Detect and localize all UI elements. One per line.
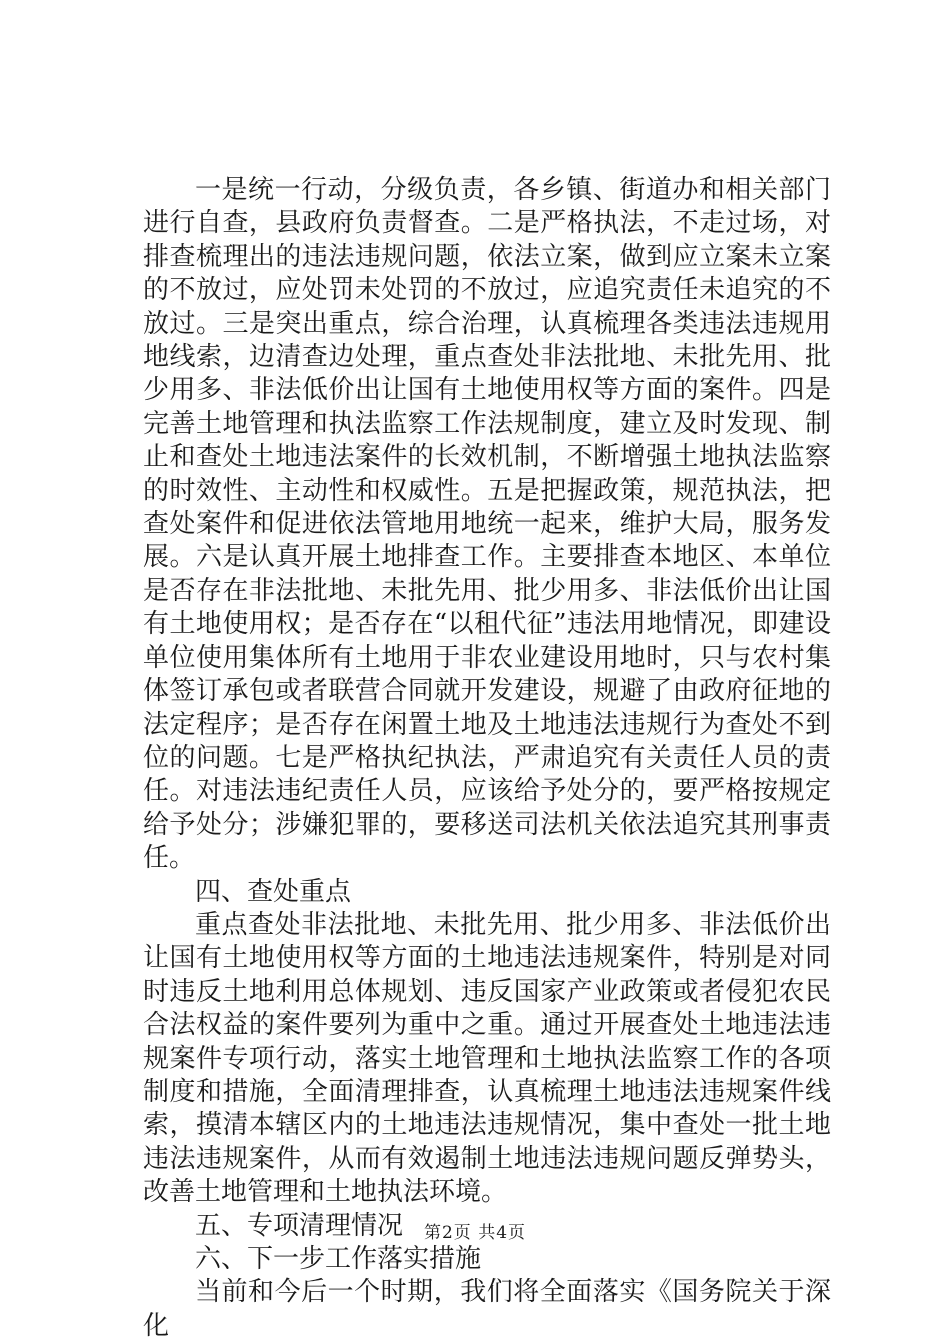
body-paragraph-next-steps: 当前和今后一个时期，我们将全面落实《国务院关于深化	[143, 1277, 831, 1341]
body-paragraph-measures: 一是统一行动，分级负责，各乡镇、街道办和相关部门进行自查，县政府负责督查。二是严格执法，不走过场，对排查梳理出的违法违规问题，依法立案，做到应立案未立案的不放过，应处罚未处罚的不放过，应追究责任未追究的不放过。三是突出重点，综合治理，认真梳理各类违法违规用地线索，边清查边处理，重点查处非法批地、未批先用、批少用多、非法低价出让国有土地使用权等方面的案件。四是完善土地管理和执法监察工作法规制度，建立及时发现、制止和查处土地违法案件的长效机制，不断增强土地执法监察的时效性、主动性和权威性。五是把握政策，规范执法，把查处案件和促进依法管地用地统一起来，维护大局，服务发展。六是认真开展土地排查工作。主要排查本地区、本单位是否存在非法批地、未批先用、批少用多、非法低价出让国有土地使用权；是否存在“以租代征”违法用地情况，即建设单位使用集体所有土地用于非农业建设用地时，只与农村集体签订承包或者联营合同就开发建设，规避了由政府征地的法定程序；是否存在闲置土地及土地违法违规行为查处不到位的问题。七是严格执纪执法，严肃追究有关责任人员的责任。对违法违纪责任人员，应该给予处分的，要严格按规定给予处分；涉嫌犯罪的，要移送司法机关依法追究其刑事责任。	[143, 175, 831, 874]
section-heading-next-steps: 六、下一步工作落实措施	[195, 1244, 482, 1274]
document-body	[143, 174, 831, 1343]
section-heading-key-points: 四、查处重点	[195, 876, 352, 907]
page-number-footer: 第2页 共4页	[423, 1223, 527, 1243]
section-heading-cleanup-status: 五、专项清理情况	[195, 1210, 404, 1241]
body-paragraph-key-points: 重点查处非法批地、未批先用、批少用多、非法低价出让国有土地使用权等方面的土地违法违规案件，特别是对同时违反土地利用总体规划、违反国家产业政策或者侵犯农民合法权益的案件要列为重中之重。通过开展查处土地违法违规案件专项行动，落实土地管理和土地执法监察工作的各项制度和措施，全面清理排查，认真梳理土地违法违规案件线索，摸清本辖区内的土地违法违规情况，集中查处一批土地违法违规案件，从而有效遏制土地违法违规问题反弹势头，改善土地管理和土地执法环境。	[143, 909, 831, 1208]
